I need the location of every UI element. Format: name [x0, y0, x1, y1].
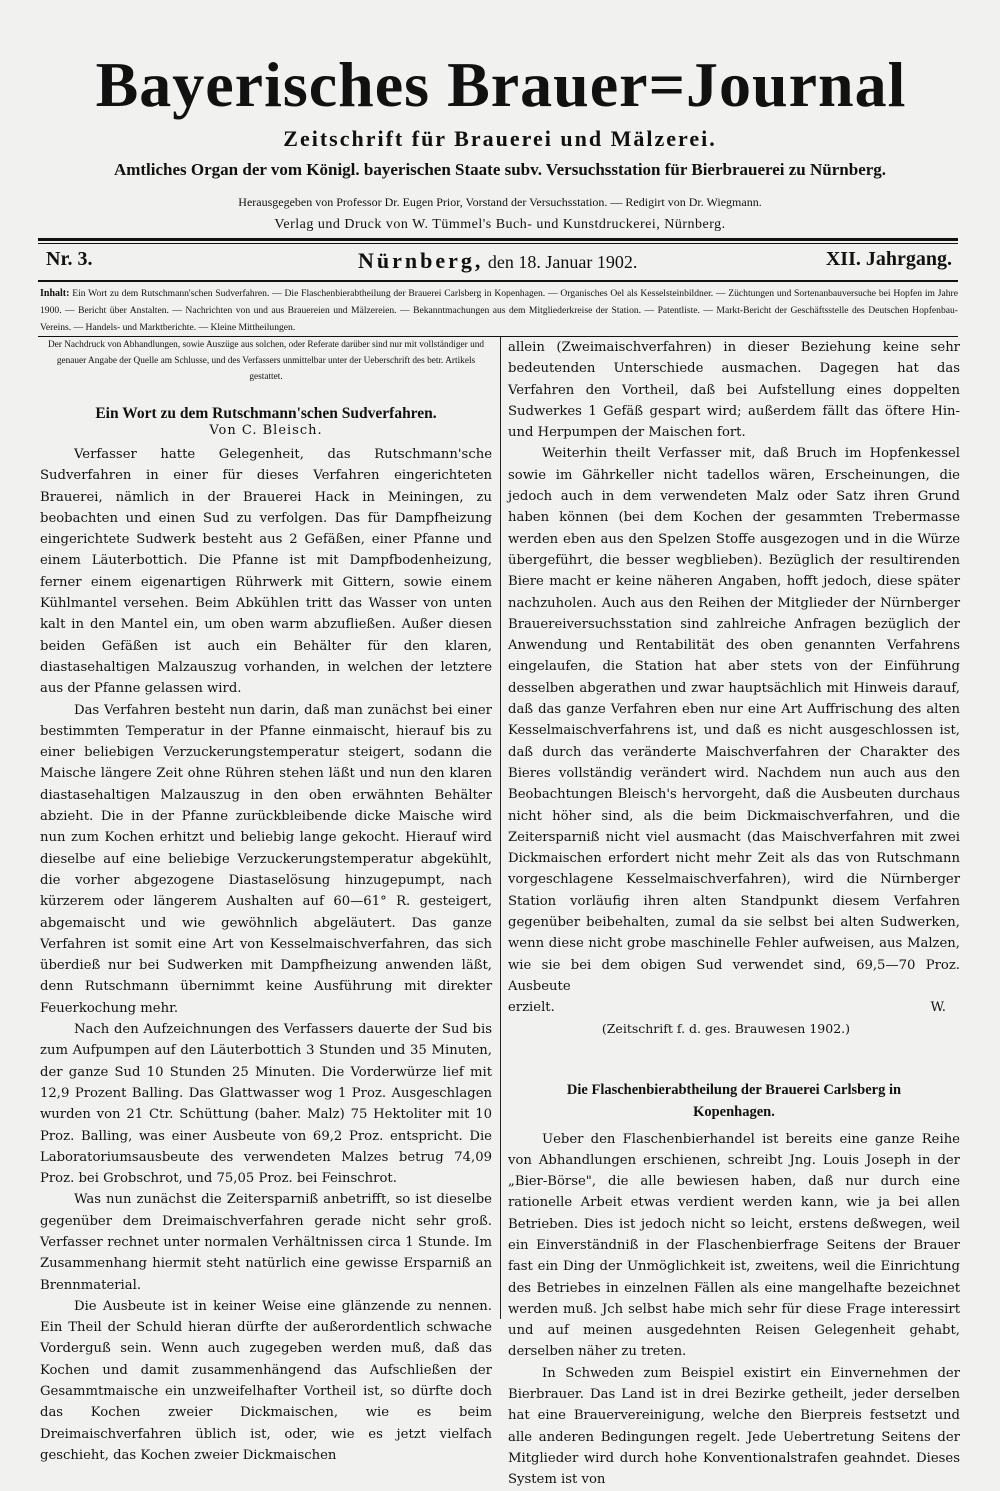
closing-word: erzielt.: [508, 1000, 555, 1016]
masthead-title: Bayerisches Brauer=Journal: [95, 49, 907, 120]
article-closing-line: [508, 997, 960, 1018]
article-paragraph: allein (Zweimaischverfahren) in dieser Beziehung keine sehr bedeutenden Unterschiede ausmachen. Dagegen hat das Verfahren den Vortheil, daß bei Aufstellung eines doppelten Sudwerkes 1 Gefäß gespart wird; außerdem fällt das öftere Hin- und Herpumpen der Maischen fort.: [508, 340, 960, 441]
article-author: Von C. Bleisch.: [209, 423, 323, 438]
article-paragraph: Weiterhin theilt Verfasser mit, daß Bruch im Hopfenkessel sowie im Gährkeller nicht tadellos wären, Erscheinungen, die jedoch auch in dem verwendeten Malz oder Satz ihren Grund haben können (bei dem Kochen der gesammten Trebermasse werden eben aus den Spelzen Stoffe ausgezogen und in die Würze übergeführt, die besser wegblieben). Bezüglich der resultirenden Biere macht er keine näheren Angaben, hofft jedoch, diese später nachzuholen. Auch aus den Reihen der Mitglieder der Nürnberger Brauereiversuchsstation sind zahlreiche Anfragen bezüglich der Anwendung und Rentabilität des oben genannten Verfahrens eingelaufen, die Station hat aber stets von der Einführung desselben abgerathen und zwar hauptsächlich mit Hinweis darauf, daß das ganze Verfahren eben nur eine Art Auffrischung des alten Kesselmaischverfahrens ist, und daß es nicht ausgeschlossen ist, daß durch das veränderte Maischverfahren der Charakter des Bieres vollständig verändert wird. Nachdem nun auch aus den Beobachtungen Bleisch's hervorgeht, daß die Ausbeuten durchaus nicht höher sind, als die beim Dickmaischverfahren, und die Zeitersparniß nicht viel ausmacht (das Maischverfahren mit zwei Dickmaischen erfordert nicht mehr Zeit als das von Rutschmann vorgeschlagene Kesselmaischverfahren), wird die Nürnberger Station vorläufig ihren alten Standpunkt diesem Verfahren gegenüber beibehalten, zumal da sie selbst bei alten Sudwerken, wenn diese nicht grobe maschinelle Fehler aufweisen, aus Malzen, wie sie bei dem obigen Sud verwendet sind, 69,5—70 Proz. Ausbeute: [508, 446, 960, 994]
masthead-organ-line: Amtliches Organ der vom Königl. bayerischen Staate subv. Versuchsstation für Bierbrauerei zu Nürnberg.: [113, 160, 887, 179]
article-paragraph: Nach den Aufzeichnungen des Verfassers dauerte der Sud bis zum Aufpumpen auf den Läuterbottich 3 Stunden und 35 Minuten, der ganze Sud 10 Stunden 25 Minuten. Die Vorderwürze lief mit 12,9 Prozent Balling. Das Glattwasser wog 1 Proz. Ausgeschlagen wurden von 21 Ctr. Schüttung (baher. Malz) 75 Hektoliter mit 10 Proz. Balling, was einer Ausbeute von 69,2 Proz. entspricht. Die Laboratoriumsausbeute des verwendeten Malzes betrug 74,09 Proz. bei Grobschrot, und 75,05 Proz. bei Feinschrot.: [40, 1022, 492, 1187]
issue-volume: XII. Jahrgang.: [825, 248, 952, 270]
issue-place-date: [358, 248, 637, 274]
header-rule-thin: [38, 243, 958, 244]
article-source: (Zeitschrift f. d. ges. Brauwesen 1902.): [601, 1020, 850, 1036]
issue-date: den 18. Januar 1902.: [487, 252, 638, 272]
article-paragraph: Das Verfahren besteht nun darin, daß man zunächst bei einer bestimmten Temperatur in der Pfanne einmaischt, hierauf bis zu einer beliebigen Verzuckerungstemperatur steigert, sodann die Maische längere Zeit ohne Rühren stehen läßt und nun den klaren diastasehaltigen Malzauszug in den oben erwähnten Behälter abzieht. Die in der Pfanne zurückbleibende dicke Maische wird nun zum Kochen erhitzt und beliebig lange gekocht. Hierauf wird dieselbe auf eine beliebige Verzuckerungstemperatur abgekühlt, die vorher abgezogene Diastaselösung hinzugepumpt, nach kürzerem oder längerem Aushalten auf 60—61° R. gesteigert, abgemaischt und wie gewöhnlich abgeläutert. Das ganze Verfahren ist somit eine Art von Kesselmaischverfahren, das sich überdieß nur bei Sudwerken mit Dampfheizung anwenden läßt, denn Rutschmann übernimmt keine Ausführung mit direkter Feuerkochung mehr.: [40, 702, 492, 1016]
article-title: Ein Wort zu dem Rutschmann'schen Sudverfahren.: [95, 405, 437, 422]
reprint-notice: Der Nachdruck von Abhandlungen, sowie Auszüge aus solchen, oder Referate darüber sind nur mit vollständiger und genauer Angabe der Quelle am Schlusse, und des Verfassers unmittelbar unter der Ueberschrift des betr. Artikels gestattet.: [47, 340, 485, 382]
issue-line: [38, 248, 958, 276]
article-paragraph: Die Ausbeute ist in keiner Weise eine glänzende zu nennen. Ein Theil der Schuld hieran dürfte der außerordentlich schwache Vorderguß sein. Wenn auch zugegeben werden muß, daß das Kochen und damit zusammenhängend das Aufschließen der Gesammtmaische ein unzweifelhafter Vortheil ist, so dürfte doch das Kochen zweier Dickmaischen, wie es beim Dreimaischverfahren üblich ist, oder, wie es jetzt vielfach geschieht, das Kochen zweier Dickmaischen: [40, 1298, 492, 1463]
table-of-contents: [40, 285, 958, 336]
article-title: Die Flaschenbierabtheilung der Brauerei Carlsberg in Kopenhagen.: [566, 1081, 902, 1120]
header-rule-top: [38, 238, 958, 241]
masthead-publisher-line: Verlag und Druck von W. Tümmel's Buch- und Kunstdruckerei, Nürnberg.: [274, 217, 726, 232]
toc-label: Inhalt:: [40, 288, 70, 299]
issue-rule: [38, 280, 958, 282]
issue-place: Nürnberg,: [358, 248, 484, 273]
article-paragraph: Ueber den Flaschenbierhandel ist bereits eine ganze Reihe von Abhandlungen erschienen, schreibt Jng. Louis Joseph in der „Bier-Börse", die alle bewiesen haben, daß nur durch eine rationelle Arbeit etwas verdient werden kann, wie ja bei allen Betrieben. Dies ist jedoch nicht so leicht, erstens deßwegen, weil ein Einverständniß in der Flaschenbierfrage Seitens der Brauer fast ein Ding der Unmöglichkeit ist, zweitens, weil die Einrichtung des Betriebes in einzelnen Fällen als eine mangelhafte bezeichnet werden muß. Jch selbst habe mich sehr für diese Frage interessirt und auf meinen ausgedehnten Reisen Gelegenheit gehabt, derselben näher zu treten.: [508, 1131, 960, 1360]
article-signature: W.: [930, 1000, 946, 1016]
masthead-editors-line: Herausgegeben von Professor Dr. Eugen Prior, Vorstand der Versuchsstation. — Redigirt von Dr. Wiegmann.: [238, 195, 762, 209]
article-paragraph: Was nun zunächst die Zeitersparniß anbetrifft, so ist dieselbe gegenüber dem Dreimaischverfahren gerade nicht sehr groß. Verfasser rechnet unter normalen Verhältnissen circa 1 Stunde. Im Zusammenhang hiermit steht natürlich eine gewisse Ersparniß an Brennmaterial.: [40, 1192, 492, 1293]
toc-text: Ein Wort zu dem Rutschmann'schen Sudverfahren. — Die Flaschenbierabtheilung der Brauerei Carlsberg in Kopenhagen. — Organisches Oel als Kesselsteinbildner. — Züchtungen und Sortenanbauversuche bei Hopfen im Jahre 1900. — Bericht über Anstalten. — Nachrichten von und aus Brauereien und Mälzereien. — Bekanntmachungen aus dem Mitgliederkreise der Station. — Patentliste. — Markt-Bericht der Geschäftsstelle des Deutschen Hopfenbau-Vereins. — Handels- und Marktberichte. — Kleine Mittheilungen.: [40, 288, 958, 333]
column-divider: [500, 337, 501, 1319]
issue-number: Nr. 3.: [46, 248, 93, 270]
masthead-subtitle: Zeitschrift für Brauerei und Mälzerei.: [283, 126, 717, 151]
left-column: [40, 337, 492, 1466]
article-paragraph: In Schweden zum Beispiel existirt ein Einvernehmen der Bierbrauer. Das Land ist in drei Bezirke getheilt, jeder derselben hat eine Brauervereinigung, welche den Bierpreis festsetzt und alle anderen Bedingungen regelt. Jede Uebertretung Seitens der Mitglieder wird durch hohe Konventionalstrafen geahndet. Dieses System ist von: [508, 1365, 960, 1488]
right-column: [508, 337, 960, 1491]
article-paragraph: Verfasser hatte Gelegenheit, das Rutschmann'sche Sudverfahren in einer für dieses Verfahren eingerichteten Brauerei, nämlich in der Brauerei Hack in Meiningen, zu beobachten und einen Sud zu verfolgen. Das für Dampfheizung eingerichtete Sudwerk besteht aus 2 Gefäßen, einer Pfanne und einem Läuterbottich. Die Pfanne ist mit Dampfbodenheizung, ferner einem eigenartigen Rührwerk mit Gittern, sowie einem Kühlmantel versehen. Beim Abkühlen tritt das Wasser von unten kalt in den Mantel ein, um oben warm abzufließen. Außer diesen beiden Gefäßen ist auch ein Behälter für den klaren, diastasehaltigen Malzauszug vorhanden, in welchen der letztere aus der Pfanne gelassen wird.: [40, 447, 492, 697]
